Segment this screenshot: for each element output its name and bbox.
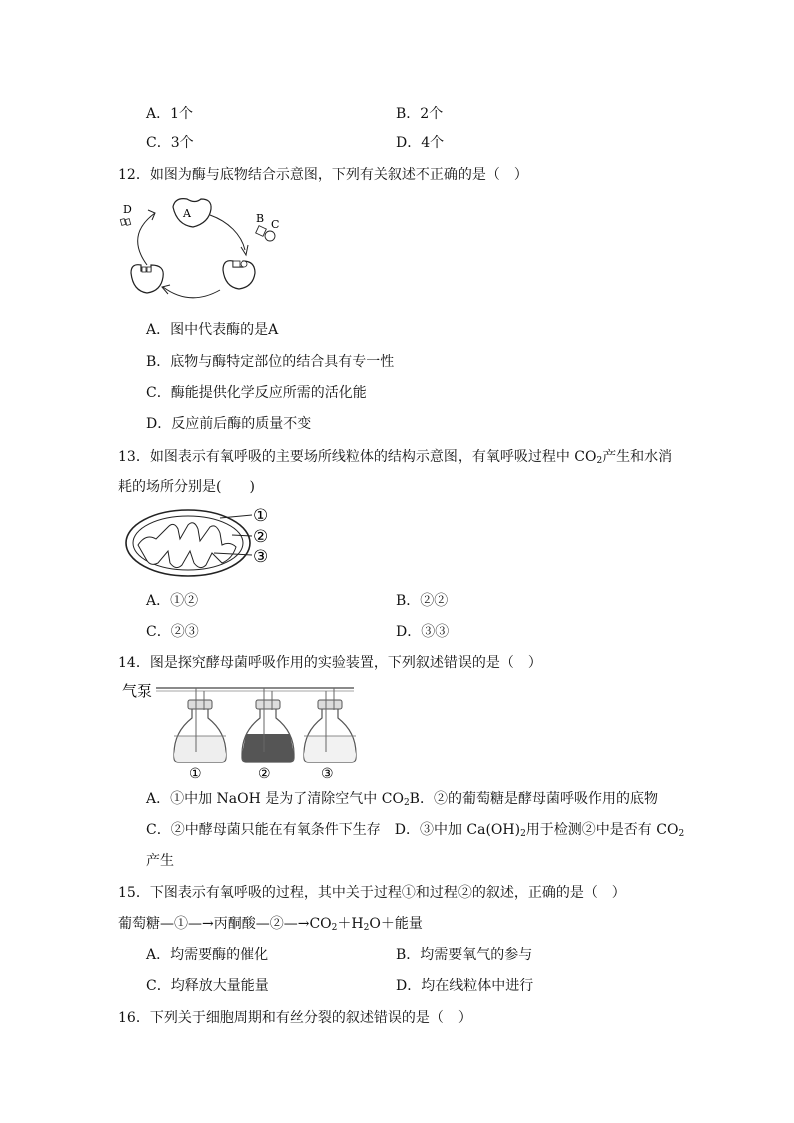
flask-label-2: ②	[258, 766, 271, 782]
q15-equation: 葡萄糖—①—→丙酮酸$—②—\to CO_2+H_2O+$能量	[118, 916, 423, 933]
q12-option-d: D．反应前后酶的质量不变	[146, 416, 312, 432]
q15-option-c: C．均释放大量能量	[146, 978, 269, 994]
label-c: C	[271, 218, 280, 231]
q13-stem-line1: 13．如图表示有氧呼吸的主要场所线粒体的结构示意图，有氧呼吸过程中 $CO_2$产生和水消	[118, 449, 673, 466]
label-b: B	[256, 212, 265, 225]
q14-options-ab: A．①中加 NaOH 是为了清除空气中 $CO_2B$．②的葡萄糖是酵母菌呼吸作用的底物	[146, 791, 658, 808]
q14-option-b: B．②的葡萄糖是酵母菌呼吸作用的底物	[409, 791, 658, 807]
mito-label-3: ③	[253, 547, 269, 567]
q14-option-c: C．②中酵母菌只能在有氧条件下生存	[146, 822, 381, 838]
q15-option-a: A．均需要酶的催化	[146, 947, 269, 963]
mitochondrion-diagram	[124, 505, 284, 585]
q12-option-b: B．底物与酶特定部位的结合具有专一性	[146, 354, 395, 370]
q12-option-a: A．图中代表酶的是A	[146, 322, 279, 338]
label-d: D	[123, 203, 132, 216]
pump-label: 气泵	[122, 682, 153, 700]
q14-option-d: D．③中加 Ca(OH)	[394, 822, 521, 838]
q11-option-d: D．4个	[396, 135, 445, 151]
label-a: A	[183, 207, 191, 220]
q11-option-c: C．3个	[146, 135, 194, 151]
q11-option-b: B．2个	[396, 106, 444, 122]
q13-option-a: A．①②	[146, 593, 199, 609]
q13-option-c: C．②③	[146, 624, 199, 640]
q14-option-a: A．①中加 NaOH 是为了清除空气中 CO	[146, 791, 404, 807]
q12-stem: 12．如图为酶与底物结合示意图，下列有关叙述不正确的是（ ）	[118, 167, 528, 183]
q11-option-a: A．1个	[146, 106, 194, 122]
q15-stem: 15．下图表示有氧呼吸的过程，其中关于过程①和过程②的叙述，正确的是（ ）	[118, 885, 626, 901]
q13-option-b: B．②②	[396, 593, 449, 609]
enzyme-substrate-diagram	[115, 195, 290, 310]
yeast-respiration-apparatus	[122, 680, 362, 780]
q14-stem: 14．图是探究酵母菌呼吸作用的实验装置，下列叙述错误的是（ ）	[118, 655, 542, 671]
flask-label-1: ①	[189, 766, 202, 782]
flask-label-3: ③	[321, 766, 334, 782]
q15-option-b: B．均需要氧气的参与	[396, 947, 533, 963]
q14-options-cd: C．②中酵母菌只能在有氧条件下生存 D．③中加 $Ca(OH)_2$用于检测②中是否有 $CO_2$	[146, 822, 685, 839]
q15-option-d: D．均在线粒体中进行	[396, 978, 534, 994]
q13-stem-line2: 耗的场所分别是( )	[118, 479, 255, 495]
mito-label-1: ①	[253, 506, 269, 526]
mito-label-2: ②	[253, 527, 269, 547]
q13-option-d: D．③③	[396, 624, 450, 640]
q12-option-c: C．酶能提供化学反应所需的活化能	[146, 385, 367, 401]
q16-stem: 16．下列关于细胞周期和有丝分裂的叙述错误的是（ ）	[118, 1010, 472, 1026]
q14-option-d-cont: 产生	[146, 853, 174, 869]
